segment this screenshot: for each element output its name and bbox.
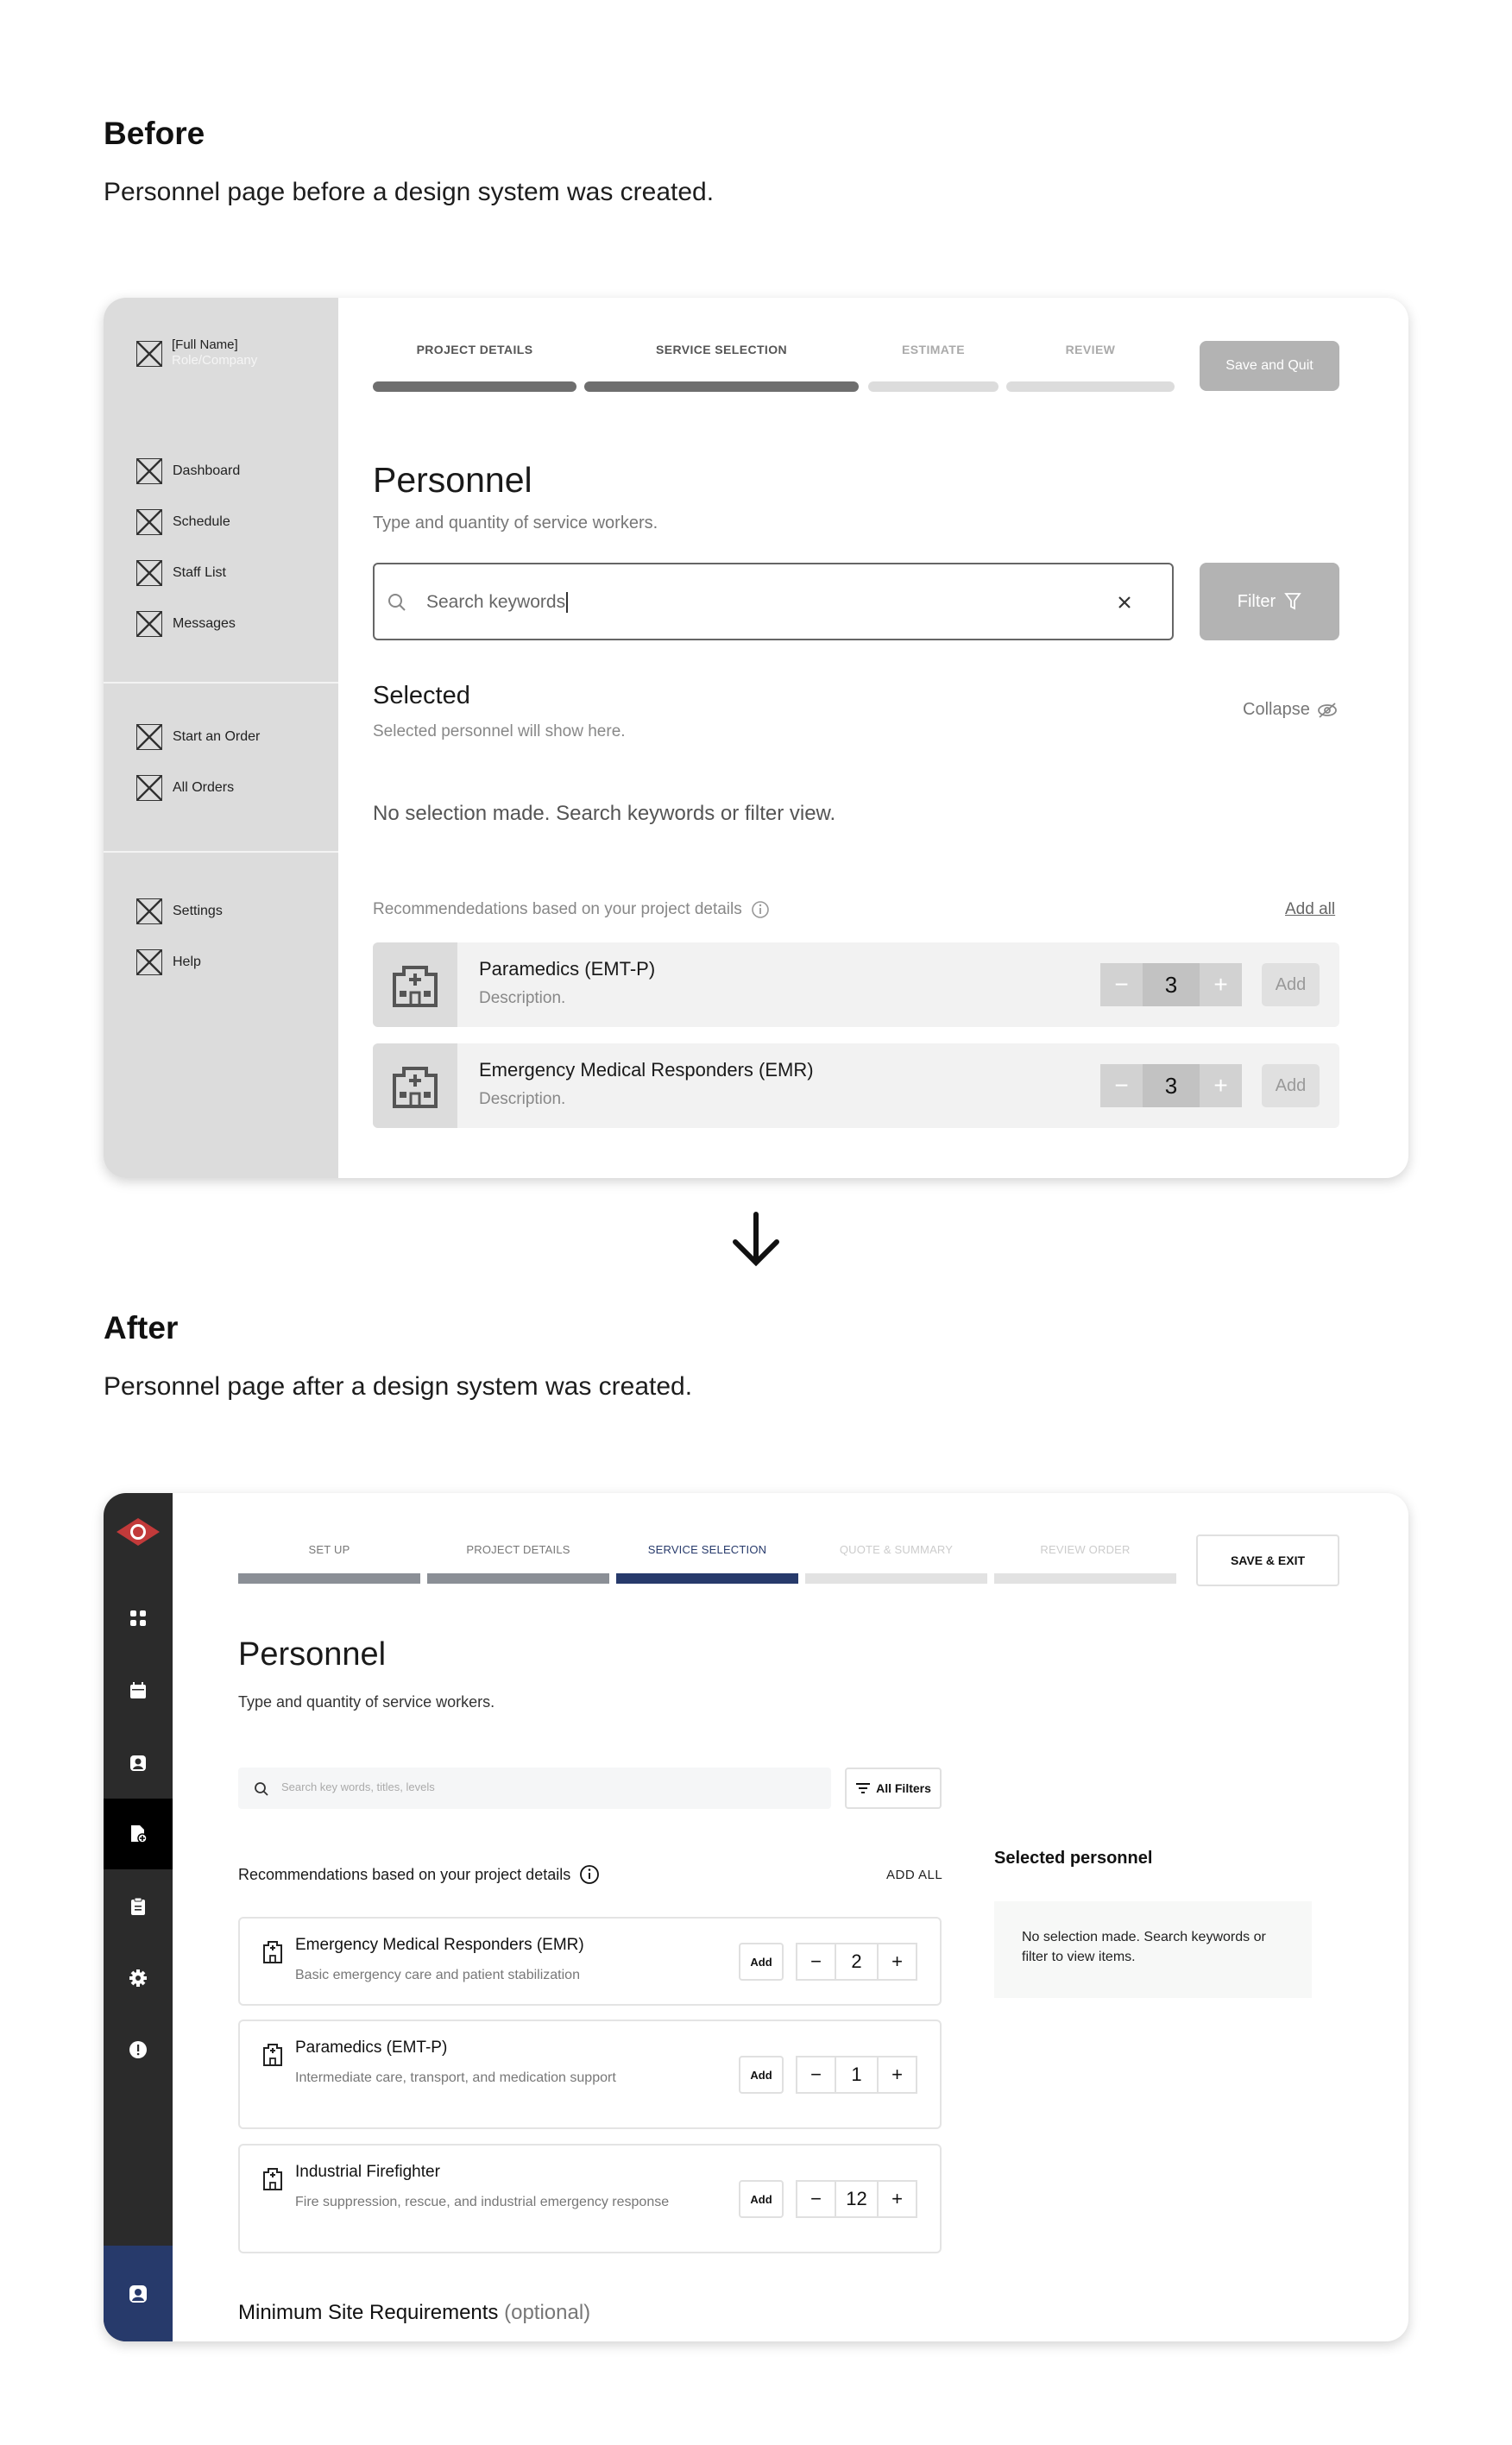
- nav-item-all-orders[interactable]: All Orders: [136, 775, 260, 801]
- add-button[interactable]: Add: [1262, 1064, 1320, 1107]
- step-service-selection: SERVICE SELECTION: [647, 1543, 767, 1556]
- decrement-button[interactable]: −: [796, 2056, 836, 2094]
- nav-help[interactable]: [104, 2014, 173, 2085]
- item-description: Description.: [479, 989, 566, 1007]
- clear-icon[interactable]: [1117, 595, 1132, 610]
- increment-button[interactable]: +: [1200, 1064, 1242, 1107]
- selected-personnel-title: Selected personnel: [994, 1849, 1153, 1868]
- nav-group-settings: [136, 898, 223, 975]
- page-subtitle: Type and quantity of service workers.: [238, 1693, 495, 1711]
- nav-item-staff-list[interactable]: Staff List: [136, 560, 240, 586]
- progress-segment-1: [238, 1573, 420, 1584]
- dashboard-icon: [129, 1610, 147, 1627]
- nav-group-orders: [136, 724, 260, 801]
- progress-segment-3: [616, 1573, 798, 1584]
- nav-settings[interactable]: [104, 1943, 173, 2013]
- user-role: Role/Company: [172, 353, 258, 368]
- add-button[interactable]: Add: [739, 2056, 784, 2094]
- schedule-icon: [136, 509, 162, 535]
- item-name: Industrial Firefighter: [295, 2163, 440, 2181]
- arrow-down-icon: [729, 1211, 783, 1268]
- info-icon: [579, 1864, 600, 1885]
- alert-icon: [129, 2040, 148, 2059]
- item-description: Basic emergency care and patient stabilization: [295, 1968, 580, 1982]
- optional-label: (optional): [504, 2301, 591, 2324]
- funnel-icon: [1284, 592, 1301, 611]
- dashboard-icon: [136, 458, 162, 484]
- info-icon: [751, 900, 770, 919]
- before-description: Personnel page before a design system was created.: [104, 178, 715, 206]
- document-add-icon: [129, 1824, 148, 1843]
- decrement-button[interactable]: −: [796, 1943, 836, 1981]
- staff-list-icon: [136, 560, 162, 586]
- list-item: [238, 2020, 942, 2129]
- help-icon: [136, 949, 162, 975]
- step-review: REVIEW: [1065, 343, 1116, 356]
- quantity-stepper[interactable]: [796, 2056, 917, 2094]
- progress-segment-1: [373, 381, 576, 392]
- nav-dashboard[interactable]: [104, 1583, 173, 1654]
- filter-label: Filter: [1237, 591, 1276, 611]
- quantity-value: 3: [1143, 963, 1200, 1006]
- hospital-icon: [262, 1941, 283, 1963]
- item-name: Paramedics (EMT-P): [479, 958, 656, 980]
- selected-empty-panel: No selection made. Search keywords or filter to view items.: [994, 1901, 1312, 1998]
- before-screen: [104, 298, 1408, 1178]
- all-filters-label: All Filters: [876, 1781, 931, 1795]
- selected-title: Selected: [373, 682, 470, 709]
- progress-segment-2: [427, 1573, 609, 1584]
- list-item: [238, 2144, 942, 2253]
- item-name: Emergency Medical Responders (EMR): [295, 1936, 584, 1954]
- start-order-icon: [136, 724, 162, 750]
- hospital-icon: [262, 2044, 283, 2066]
- list-item: [373, 942, 1339, 1027]
- nav-schedule[interactable]: [104, 1655, 173, 1726]
- gear-icon: [129, 1969, 148, 1988]
- recommendations-label: Recommendations based on your project details: [238, 1864, 600, 1885]
- min-site-requirements-heading[interactable]: Minimum Site Requirements (optional): [238, 2301, 591, 2324]
- nav-item-help[interactable]: Help: [136, 949, 223, 975]
- hospital-icon: [262, 2168, 283, 2190]
- progress-segment-2: [584, 381, 859, 392]
- page-title: Personnel: [238, 1636, 387, 1673]
- step-quote-summary: QUOTE & SUMMARY: [839, 1543, 954, 1556]
- page-subtitle: Type and quantity of service workers.: [373, 514, 658, 532]
- nav-item-settings[interactable]: Settings: [136, 898, 223, 924]
- user-name: [Full Name]: [172, 337, 238, 352]
- settings-icon: [136, 898, 162, 924]
- add-all-link[interactable]: Add all: [1285, 900, 1336, 918]
- progress-segment-5: [994, 1573, 1176, 1584]
- item-description: Intermediate care, transport, and medication support: [295, 2070, 616, 2085]
- quantity-value: 2: [836, 1943, 877, 1981]
- filter-button[interactable]: [1200, 563, 1339, 640]
- search-icon: [387, 592, 407, 613]
- search-value: Search keywords: [426, 592, 568, 613]
- item-description: Fire suppression, rescue, and industrial emergency response: [295, 2195, 670, 2209]
- avatar-placeholder-icon: [136, 341, 162, 367]
- search-input[interactable]: [373, 563, 1174, 640]
- quantity-stepper[interactable]: [796, 2180, 917, 2218]
- after-screen: [104, 1493, 1408, 2341]
- quantity-value: 12: [836, 2180, 877, 2218]
- step-set-up: SET UP: [308, 1543, 350, 1556]
- save-and-quit-button[interactable]: Save and Quit: [1200, 341, 1339, 391]
- staff-icon: [129, 1755, 147, 1772]
- progress-segment-3: [868, 381, 999, 392]
- quantity-stepper[interactable]: [796, 1943, 917, 1981]
- search-icon: [254, 1781, 269, 1797]
- hospital-icon: [390, 962, 440, 1007]
- search-input[interactable]: [238, 1768, 831, 1809]
- collapse-label: Collapse: [1243, 700, 1310, 719]
- quantity-stepper[interactable]: [1100, 1064, 1242, 1107]
- save-exit-button[interactable]: SAVE & EXIT: [1196, 1534, 1339, 1586]
- nav-staff[interactable]: [104, 1728, 173, 1799]
- empty-selection-message: No selection made. Search keywords or filter view.: [373, 802, 836, 825]
- increment-button[interactable]: +: [1200, 963, 1242, 1006]
- hospital-icon-tile: [373, 1043, 457, 1128]
- step-review-order: REVIEW ORDER: [1040, 1543, 1131, 1556]
- list-item: [373, 1043, 1339, 1128]
- quantity-stepper[interactable]: [1100, 963, 1242, 1006]
- calendar-icon: [129, 1682, 147, 1699]
- clipboard-icon: [130, 1897, 146, 1916]
- item-name: Paramedics (EMT-P): [295, 2039, 448, 2057]
- decrement-button[interactable]: −: [796, 2180, 836, 2218]
- step-project-details: PROJECT DETAILS: [466, 1543, 570, 1556]
- increment-button[interactable]: +: [877, 2056, 917, 2094]
- hospital-icon: [390, 1063, 440, 1108]
- brand-logo-icon[interactable]: [116, 1517, 161, 1547]
- after-heading: After: [104, 1310, 179, 1345]
- progress-segment-4: [805, 1573, 987, 1584]
- all-orders-icon: [136, 775, 162, 801]
- nav-orders[interactable]: [104, 1871, 173, 1942]
- increment-button[interactable]: +: [877, 2180, 917, 2218]
- nav-item-dashboard[interactable]: Dashboard: [136, 458, 240, 484]
- search-placeholder: Search key words, titles, levels: [281, 1780, 435, 1793]
- step-project-details: PROJECT DETAILS: [416, 343, 533, 356]
- after-description: Personnel page after a design system was created.: [104, 1372, 693, 1401]
- eye-off-icon: [1317, 702, 1338, 719]
- step-service-selection: SERVICE SELECTION: [655, 343, 788, 356]
- quantity-value: 3: [1143, 1064, 1200, 1107]
- add-button[interactable]: Add: [739, 2180, 784, 2218]
- nav-item-start-order[interactable]: Start an Order: [136, 724, 260, 750]
- all-filters-button[interactable]: [845, 1768, 942, 1809]
- recommendations-label: Recommendedations based on your project details: [373, 900, 770, 919]
- nav-profile[interactable]: [104, 2246, 173, 2341]
- item-description: Description.: [479, 1090, 566, 1108]
- nav-orders-active[interactable]: [104, 1799, 173, 1869]
- add-button[interactable]: Add: [1262, 963, 1320, 1006]
- nav-item-schedule[interactable]: Schedule: [136, 509, 240, 535]
- increment-button[interactable]: +: [877, 1943, 917, 1981]
- item-name: Emergency Medical Responders (EMR): [479, 1059, 814, 1081]
- nav-item-messages[interactable]: Messages: [136, 611, 240, 637]
- step-estimate: ESTIMATE: [902, 343, 965, 356]
- decrement-button[interactable]: −: [1100, 1064, 1143, 1107]
- add-all-button[interactable]: ADD ALL: [886, 1868, 943, 1882]
- add-button[interactable]: Add: [739, 1943, 784, 1981]
- nav-group-main: [136, 458, 240, 637]
- before-heading: Before: [104, 116, 205, 151]
- hospital-icon-tile: [373, 942, 457, 1027]
- messages-icon: [136, 611, 162, 637]
- filter-lines-icon: [855, 1782, 871, 1794]
- selected-subtitle: Selected personnel will show here.: [373, 722, 626, 740]
- profile-icon: [129, 2284, 148, 2303]
- list-item: [238, 1917, 942, 2006]
- collapse-toggle[interactable]: [1243, 700, 1338, 720]
- quantity-value: 1: [836, 2056, 877, 2094]
- decrement-button[interactable]: −: [1100, 963, 1143, 1006]
- progress-segment-4: [1006, 381, 1175, 392]
- page-title: Personnel: [373, 460, 532, 500]
